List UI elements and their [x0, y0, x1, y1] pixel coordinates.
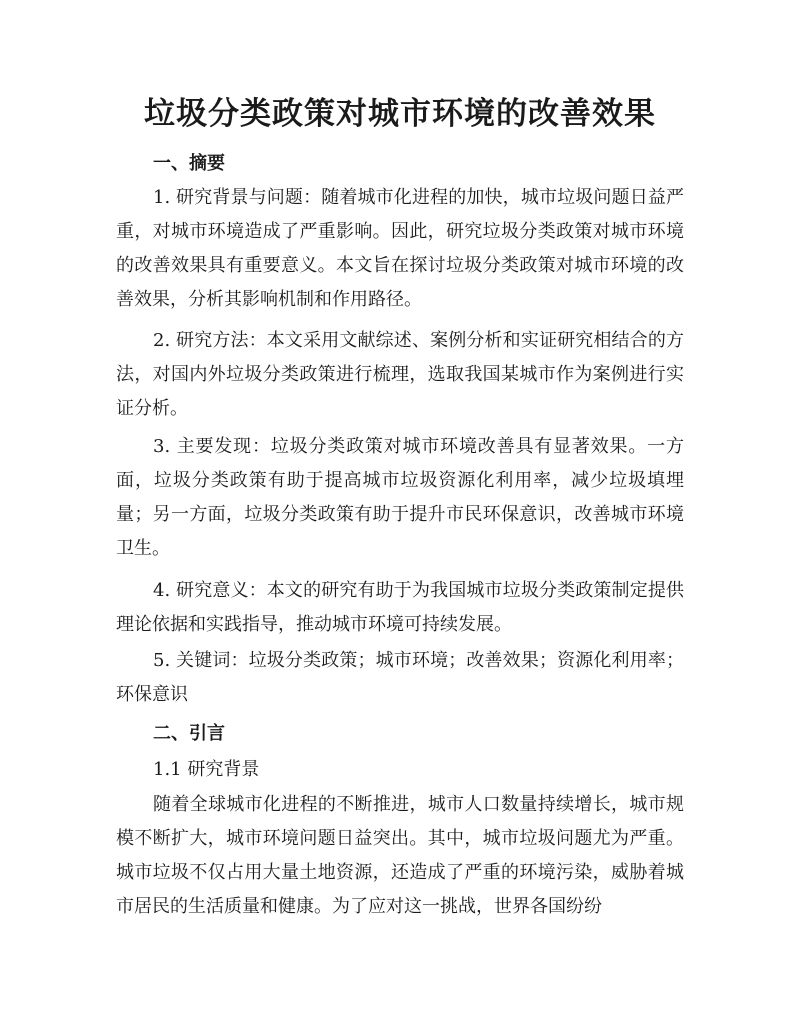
section-heading-abstract: 一、摘要 [153, 153, 225, 174]
abstract-paragraph-1: 1. 研究背景与问题：随着城市化进程的加快，城市垃圾问题日益严重，对城市环境造成了严重影响。因此，研究垃圾分类政策对城市环境的改善效果具有重要意义。本文旨在探讨垃圾分类政策对城市环境的改善效果，分析其影响机制和作用路径。 [116, 187, 684, 310]
intro-paragraph-1: 随着全球城市化进程的不断推进，城市人口数量持续增长，城市规模不断扩大，城市环境问题日益突出。其中，城市垃圾问题尤为严重。城市垃圾不仅占用大量土地资源，还造成了严重的环境污染，威胁着城市居民的生活质量和健康。为了应对这一挑战，世界各国纷纷 [116, 794, 684, 917]
abstract-paragraph-3: 3. 主要发现：垃圾分类政策对城市环境改善具有显著效果。一方面，垃圾分类政策有助于提高城市垃圾资源化利用率，减少垃圾填埋量；另一方面，垃圾分类政策有助于提升市民环保意识，改善城市环境卫生。 [116, 436, 684, 559]
subsection-heading-background: 1.1 研究背景 [153, 759, 260, 780]
document-title: 垃圾分类政策对城市环境的改善效果 [144, 96, 656, 132]
abstract-paragraph-5: 5. 关键词：垃圾分类政策；城市环境；改善效果；资源化利用率；环保意识 [116, 650, 684, 705]
section-heading-intro: 二、引言 [153, 723, 225, 744]
abstract-paragraph-2: 2. 研究方法：本文采用文献综述、案例分析和实证研究相结合的方法，对国内外垃圾分类政策进行梳理，选取我国某城市作为案例进行实证分析。 [116, 330, 684, 419]
abstract-paragraph-4: 4. 研究意义：本文的研究有助于为我国城市垃圾分类政策制定提供理论依据和实践指导，推动城市环境可持续发展。 [116, 580, 684, 635]
